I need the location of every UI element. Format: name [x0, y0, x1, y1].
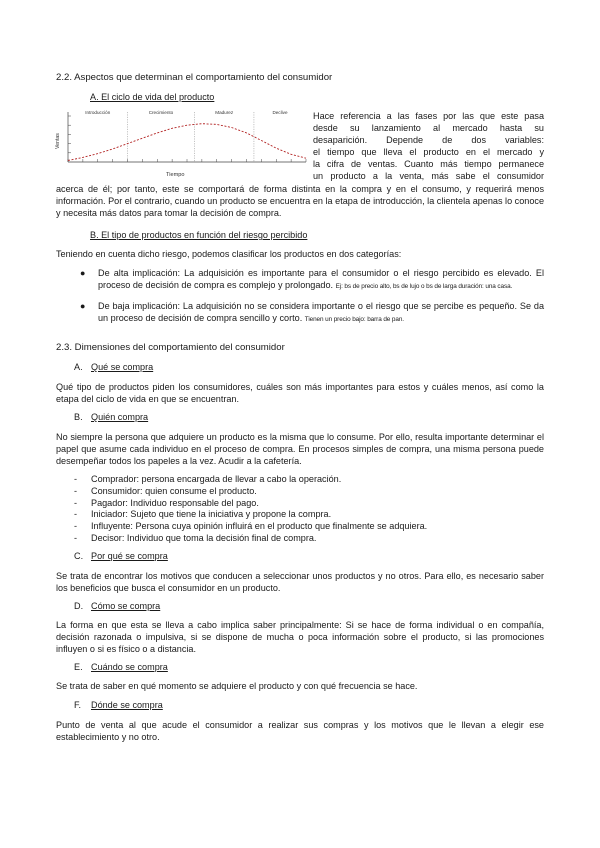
who-text: No siempre la persona que adquiere un producto es la misma que lo consume. Por ello, resulta importante determinar el papel que asume cada individuo en el proceso de compra. En procesos simples de compra, una misma persona puede desempeñar todos los papeles a la vez. Acudir a la cafetería. — [56, 432, 544, 466]
letter-a: A. — [74, 362, 83, 372]
who-heading: Quién compra — [91, 412, 149, 422]
life-cycle-description-line: un producto a la venta, más sabe el consumidor — [313, 171, 544, 181]
bullet-icon: ● — [80, 268, 86, 278]
role-item: Iniciador: Sujeto que tiene la iniciativa y propone la compra. — [91, 509, 332, 520]
why-text: Se trata de encontrar los motivos que conducen a seleccionar unos productos y no otros. Para ello, es necesario saber los beneficios que busca el consumidor en un producto. — [56, 571, 544, 593]
bullet-icon: ● — [80, 301, 86, 311]
dash-bullet-icon: - — [74, 485, 78, 496]
subsection-b-heading: B. El tipo de productos en función del riesgo percibido — [90, 230, 308, 240]
role-item: Consumidor: quien consume el producto. — [91, 485, 257, 496]
life-cycle-description-line: Hace referencia a las fases por las que este pasa — [313, 111, 544, 121]
life-cycle-description-line: el tiempo que lleva el producto en el mercado y — [313, 147, 544, 157]
section-2-3-heading: 2.3. Dimensiones del comportamiento del consumidor — [56, 342, 285, 353]
letter-c: C. — [74, 551, 84, 561]
when-text: Se trata de saber en qué momento se adquiere el producto y con qué frecuencia se hace. — [56, 681, 418, 691]
how-heading: Cómo se compra — [91, 601, 161, 611]
dash-bullet-icon: - — [74, 474, 78, 484]
chart-x-label: Tiempo — [166, 172, 185, 178]
letter-e: E. — [74, 662, 83, 672]
low-involvement-example: Tienen un precio bajo: barra de pan. — [304, 315, 404, 323]
why-heading: Por qué se compra — [91, 551, 168, 561]
life-cycle-description-line: desde su lanzamiento al mercado hasta su — [313, 123, 544, 133]
what-heading: Qué se compra — [91, 362, 154, 372]
life-cycle-description-rest: acerca de él; por tanto, este se comportará de forma distinta en la compra y en el consumo, y requerirá menos información. Por el contrario, cuando un producto se encuentra en la etapa de introducción, la clientela apenas lo conoce y necesita más datos para tomar la decisión de compra. — [56, 184, 544, 218]
chart-axes — [68, 112, 306, 162]
how-text: La forma en que esta se lleva a cabo implica saber principalmente: Si se hace de forma individual o en compañía, decisión razonada o impulsiva, si se dispone de mucha o poca información sobre el producto, si las promociones influyen o si es físico o a distancia. — [56, 620, 544, 654]
what-text: Qué tipo de productos piden los consumidores, cuáles son más importantes para estos y cuáles menos, así como la etapa del ciclo de vida en que se encuentran. — [56, 382, 544, 404]
where-text: Punto de venta al que acude el consumidor a realizar sus compras y los motivos que le llevan a elegir ese establecimiento y no otro. — [56, 720, 544, 742]
where-heading: Dónde se compra — [91, 700, 163, 710]
high-involvement-item — [98, 268, 544, 292]
phase-label: Declive — [272, 110, 288, 115]
role-item: Comprador: persona encargada de llevar a cabo la operación. — [91, 474, 342, 484]
role-item: Pagador: Individuo responsable del pago. — [91, 497, 259, 508]
dash-bullet-icon: - — [74, 509, 78, 520]
dash-bullet-icon: - — [74, 521, 78, 532]
subsection-a-heading: A. El ciclo de vida del producto — [90, 92, 215, 102]
high-involvement-example: Ej: bs de precio alto, bs de lujo o bs de larga duración: una casa. — [335, 282, 513, 290]
role-item: Influyente: Persona cuya opinión influirá en el producto que finalmente se adquiera. — [91, 521, 428, 532]
letter-d: D. — [74, 601, 84, 611]
dash-bullet-icon: - — [74, 497, 78, 508]
dash-bullet-icon: - — [74, 533, 78, 543]
when-heading: Cuándo se compra — [91, 662, 168, 672]
chart-y-label: Ventas — [55, 133, 61, 149]
phase-label: Crecimiento — [148, 110, 174, 115]
phase-label: Introducción — [85, 110, 111, 115]
low-involvement-text: De baja implicación: La adquisición no se considera importante o el riesgo que se percibe es pequeño. Se da un proceso de decisión de compra sencillo y corto. — [98, 301, 544, 323]
life-cycle-description-line: la cifra de ventas. Cuanto más tiempo permanece — [313, 159, 544, 169]
low-involvement-item — [98, 301, 544, 325]
life-cycle-description-line: desaparición. Depende de dos variables: — [313, 135, 544, 145]
high-involvement-text: De alta implicación: La adquisición es importante para el consumidor o el riesgo percibido es elevado. El proceso de decisión de compra es complejo y prolongado. — [98, 268, 544, 290]
chart-phase-labels — [85, 110, 288, 115]
risk-intro-text: Teniendo en cuenta dicho riesgo, podemos clasificar los productos en dos categorías: — [56, 249, 402, 259]
section-2-2-heading: 2.2. Aspectos que determinan el comportamiento del consumidor — [56, 72, 333, 83]
letter-b: B. — [74, 412, 83, 422]
role-item: Decisor: Individuo que toma la decisión final de compra. — [91, 533, 317, 543]
letter-f: F. — [74, 700, 82, 710]
product-life-cycle-chart — [56, 106, 312, 178]
phase-label: Madurez — [215, 110, 234, 115]
sales-curve — [68, 124, 306, 161]
